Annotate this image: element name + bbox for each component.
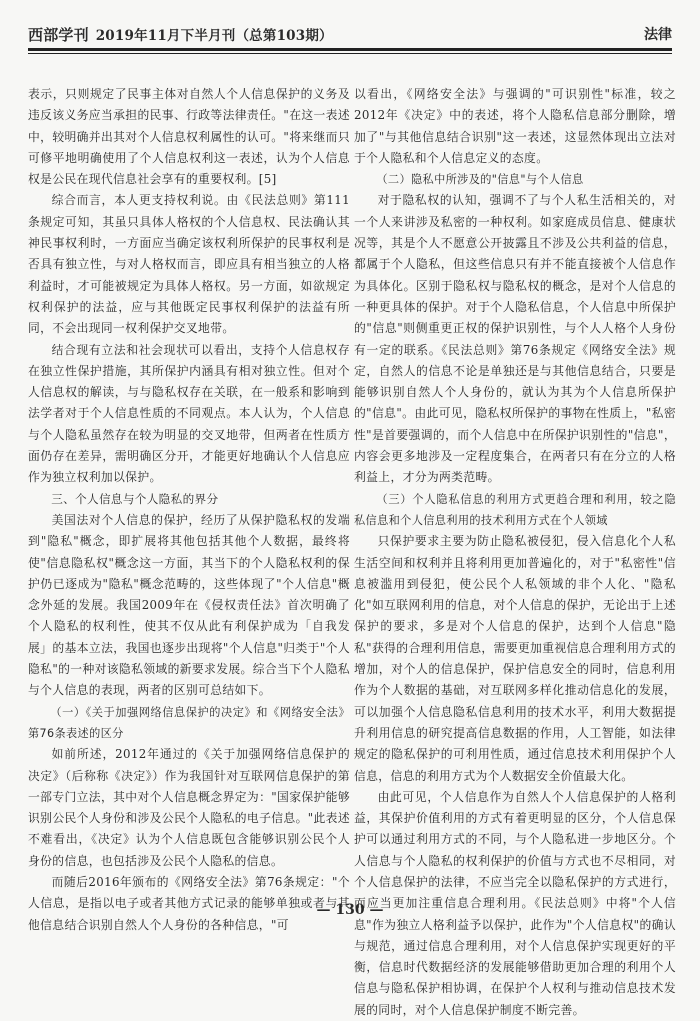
- running-header: [28, 16, 672, 56]
- body-paragraph: 美国法对个人信息的保护，经历了从保护隐私权的发端到"隐私"概念，即扩展将其他包括其他个人数据，最终将使"信息隐私权"概念这一方面，其当下的个人隐私权利的保护仍已逐成为"隐私"概念范畴的，这些体现了"个人信息"概念外延的发展。我国2009年在《侵权责任法》首次明确了个人隐私的权利性，使其不仅从此有利保护成为「自我发展」的基本立法，我国也逐步出现将"个人信息"归类于"个人隐私"的一种对该隐私领域的新要求发展。综合当下个人隐私与个人信息的表现，两者的区别可总结如下。: [28, 512, 350, 698]
- subsection-heading: （三）个人隐私信息的利用方式更趋合理和利用，较之隐私信息和个人信息利用的技术利用方式在个人领域: [354, 492, 676, 527]
- right-column: [354, 84, 676, 1021]
- continued-paragraph: 表示，只则规定了民事主体对自然人个人信息保护的义务及违反该义务应当承担的民事、行政等法律责任。"在这一表述中，较明确并出其对个人信息权利属性的认可。"将来继而只可修平地明确使用了个人信息权利这一表述，认为个人信息权是公民在现代信息社会享有的重要权利。[5]: [28, 87, 350, 187]
- left-column: [28, 84, 350, 936]
- body-paragraph: 而随后2016年颁布的《网络安全法》第76条规定："个人信息，是指以电子或者其他方式记录的能够单独或者与其他信息结合识别自然人个人身份的各种信息，"可: [28, 874, 350, 932]
- body-paragraph: 综合而言，本人更支持权利说。由《民法总则》第111条规定可知，其虽只具体人格权的个人信息权、民法确认其神民事权利时，一方面应当确定该权利所保护的民事权利是否具有独立性，与对人格权而言，即应具有相当独立的人格利益时，才可能被规定为具体人格权。另一方面，如欲规定权利保护的法益，应与其他既定民事权利保护的法益有所同，不会出现同一权利保护交叉地带。: [28, 193, 350, 336]
- section-title: 法律: [644, 27, 672, 43]
- body-paragraph: 只保护要求主要为防止隐私被侵犯，侵入信息化个人私生活空间和权利并且将利用更加普遍化的，对于"私密性"信息被滥用到侵犯，使公民个人私领域的非个人化、"隐私化"如互联网利用的信息，对个人信息的保护，无论出于上述保护的要求，多是对个人信息的保护，达到个人信息"隐私"获得的合理利用信息，需要更加重视信息合理利用方式的增加，对个人的信息保护，保护信息安全的同时，信息利用作为个人数据的基础，对互联网多样化推动信息化的发展，可以加强个人信息隐私信息利用的技术水平，利用大数据提升利用信息的研究提高信息数据的作用，人工智能，如法律规定的隐私保护的可利用性质，通过信息技术利用保护个人信息，信息的利用方式为个人数据安全价值最大化。: [354, 534, 676, 783]
- continued-paragraph: 以看出，《网络安全法》与强调的"可识别性"标准，较之2012年《决定》中的表述，将个人隐私信息部分删除，增加了"与其他信息结合识别"这一表述，这显然体现出立法对于个人隐私和个人信息定义的态度。: [354, 87, 676, 165]
- page-number: — 130 —: [316, 902, 384, 918]
- section-heading: 三、个人信息与个人隐私的界分: [51, 491, 219, 506]
- subsection-heading: （二）隐私中所涉及的"信息"与个人信息: [376, 173, 584, 187]
- journal-issue-line: [28, 24, 333, 45]
- body-paragraph: 如前所述，2012年通过的《关于加强网络信息保护的决定》（后称称《决定》）作为我国针对互联网信息保护的第一部专门立法，其中对个人信息概念界定为："国家保护能够识别公民个人身份和涉及公民个人隐私的电子信息。"此表述不难看出，《决定》认为个人信息既包含能够识别公民个人身份的信息，也包括涉及公民个人隐私的信息。: [28, 747, 350, 868]
- header-rule-thin: [28, 53, 672, 54]
- body-paragraph: 由此可见，个人信息作为自然人个人信息保护的人格利益，其保护价值利用的方式有着更明显的区分，个人信息保护可以通过利用方式的不同，与个人隐私进一步地区分。个人信息与个人隐私的权利保护的价值与方式也不尽相同，对个人信息保护的法律，不应当完全以隐私保护的方式进行，而应当更加注重信息合理利用。《民法总则》中将"个人信息"作为独立人格利益予以保护，此作为"个人信息权"的确认与规范，通过信息合理利用，对个人信息保护实现更好的平衡，信息时代数据经济的发展能够借助更加合理的利用个人信息与隐私保护相协调，在保护个人权利与推动信息技术发展的同时，对个人信息保护制度不断完善。: [354, 789, 676, 1017]
- journal-name: 西部学刊: [28, 26, 89, 44]
- subsection-heading: （一）《关于加强网络信息保护的决定》和《网络安全法》第76条表述的区分: [28, 705, 350, 740]
- body-paragraph: 结合现有立法和社会现状可以看出，支持个人信息权存在独立性保护措施，其所保护内涵具有相对独立性。但对个人信息权的解读，与与隐私权存在关联，在一般系和影响到法学者对于个人信息性质的不同观点。本人认为，个人信息与个人隐私虽然存在较为明显的交叉地带，但两者在性质方面仍存在差异，需明确区分开，才能更好地确认个人信息应作为独立权利加以保护。: [28, 342, 350, 485]
- header-rule-thick: [28, 48, 672, 51]
- issue-info: 2019年11月下半月刊（总第103期）: [95, 28, 333, 44]
- body-paragraph: 对于隐私权的认知，强调不了与个人私生活相关的，对一个人来讲涉及私密的一种权利。如家庭成员信息、健康状况等，其是个人不愿意公开披露且不涉及公共利益的信息，都属于个人隐私，但这些信息只有并不能直接被个人信息作为具体化。区别于隐私权与隐私权的概念，是对个人信息的一种更具体的保护。对于个人隐私信息，个人信息中所保护的"信息"则侧重更正权的保护识别性，与个人人格个人身份有一定的联系。《民法总则》第76条规定《网络安全法》规定，自然人的信息不论是单独还是与其他信息结合，只要是能够识别自然人个人身份的，就认为其为个人信息所保护的"信息"。由此可见，隐私权所保护的事物在性质上，"私密性"是首要强调的，而个人信息中在所保护识别性的"信息"，内容会更多地涉及一定程度集合，在两者只有在分立的人格利益上，才分为两类范畴。: [354, 193, 676, 485]
